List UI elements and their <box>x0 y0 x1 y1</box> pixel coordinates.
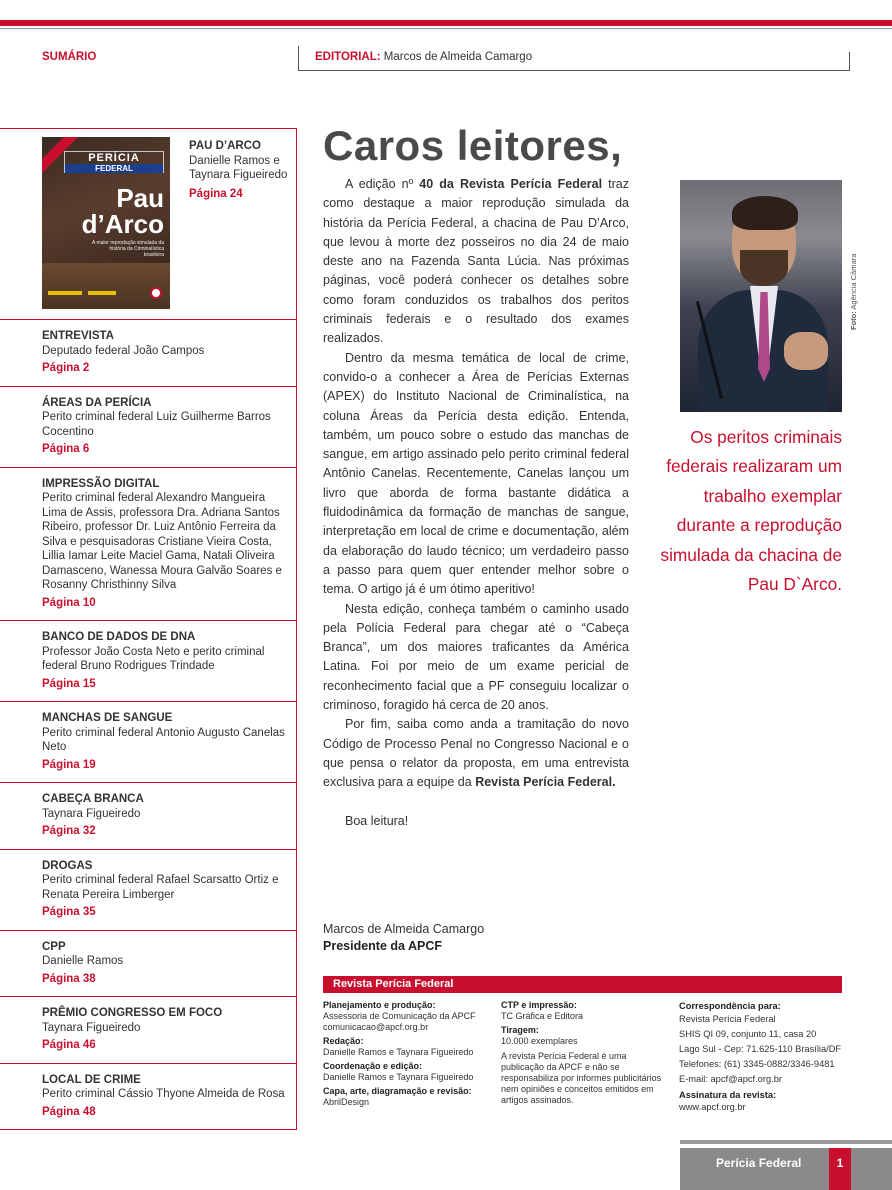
section-label-editorial <box>315 51 532 63</box>
header-divider <box>298 46 299 71</box>
photo-credit: Foto: Agência Câmara <box>849 253 858 330</box>
toc-item-local-de-crime[interactable]: LOCAL DE CRIME Perito criminal Cássio Thyone Almeida de Rosa Página 48 <box>0 1064 297 1131</box>
editorial-author: Marcos de Almeida Camargo <box>383 51 533 63</box>
footer-line <box>680 1140 892 1144</box>
header-right-tick <box>849 52 850 71</box>
magazine-cover-image <box>42 137 170 309</box>
toc-item-impressao-digital[interactable]: IMPRESSÃO DIGITAL Perito criminal federal Alexandro Mangueira Lima de Assis, professora Dra. Adriana Santos Ribeiro, professor Dr. Luiz Antônio Ferreira da Silva e pesquisadoras Cristiane Vieira Costa, Lillia Iamar Leite Maciel Gama, Natali Oliveira Damasceno, Wanessa Moura Galvão Soares e Rosanny Christhinny Silva Página 10 <box>0 468 297 622</box>
article-paragraph: Por fim, saiba como anda a tramitação do novo Código de Processo Penal no Congresso Nacional e o que pensa o relator da proposta, em uma entrevista exclusiva para a equipe da Revista Perícia Federal. <box>323 717 629 790</box>
table-of-contents <box>0 128 297 1130</box>
article-closing: Boa leitura! <box>345 813 409 828</box>
toc-page-link[interactable]: Página 46 <box>42 1039 96 1051</box>
subscription-link[interactable]: www.apcf.org.br <box>679 1102 746 1112</box>
editorial-label: EDITORIAL: <box>315 51 381 63</box>
article-paragraph: Nesta edição, conheça também o caminho usado pela Polícia Federal para chegar até o “Cabeça Branca”, um dos maiores traficantes da América Latina. Foi por meio de um exame pericial de reconhecimento facial que a PF conseguiu localizar o criminoso, foragido há cerca de 20 anos. <box>323 601 629 713</box>
cover-story-info <box>189 139 289 201</box>
cover-seal-icon <box>150 287 162 299</box>
cover-headline-1: Pau <box>116 183 164 213</box>
article-body <box>323 175 629 831</box>
author-photo <box>680 180 842 412</box>
toc-item-manchas-de-sangue[interactable]: MANCHAS DE SANGUE Perito criminal federal Antonio Augusto Canelas Neto Página 19 <box>0 702 297 783</box>
toc-page-link[interactable]: Página 15 <box>42 677 96 690</box>
cover-strip-1 <box>48 291 82 295</box>
toc-cover-story[interactable] <box>0 128 297 320</box>
toc-page-link[interactable]: Página 35 <box>42 906 96 918</box>
toc-item-cpp[interactable]: CPP Danielle Ramos Página 38 <box>0 931 297 998</box>
staff-column-3: Correspondência para: Revista Perícia Federal SHIS QI 09, conjunto 11, casa 20 Lago Sul - Cep: 71.625-110 Brasília/DF Telefones: (61) 3345-0882/3346-9481 E-mail: apcf@apcf.org.br Assinatura da revista: www.apcf.org.br <box>679 1000 849 1113</box>
toc-page-link[interactable]: Página 32 <box>42 825 96 837</box>
toc-page-link[interactable]: Página 6 <box>42 443 90 455</box>
staff-column-1: Planejamento e produção: Assessoria de Comunicação da APCF comunicacao@apcf.org.br Redação: Danielle Ramos e Taynara Figueiredo Coordenação e edição: Danielle Ramos e Taynara Figueiredo Capa, arte, diagramação e revisão: AbrilDesign <box>323 1000 476 1107</box>
cover-story-authors: Danielle Ramos e Taynara Figueiredo <box>189 154 288 181</box>
toc-page-link[interactable]: Página 19 <box>42 758 96 771</box>
cover-ground <box>42 263 170 309</box>
toc-item-drogas[interactable]: DROGAS Perito criminal federal Rafael Scarsatto Ortiz e Renata Pereira Limberger Página 35 <box>0 850 297 931</box>
toc-item-cabeca-branca[interactable]: CABEÇA BRANCA Taynara Figueiredo Página 32 <box>0 783 297 850</box>
toc-item-areas-da-pericia[interactable]: ÁREAS DA PERÍCIA Perito criminal federal Luiz Guilherme Barros Cocentino Página 6 <box>0 387 297 468</box>
toc-page-link[interactable]: Página 10 <box>42 596 96 609</box>
section-label-sumario: SUMÁRIO <box>42 51 97 63</box>
signature-role: Presidente da APCF <box>323 939 443 953</box>
toc-page-link[interactable]: Página 2 <box>42 362 90 374</box>
cover-subtitle: A maior reprodução simulada da história da Criminalística brasileira <box>92 240 164 258</box>
signature <box>323 921 484 955</box>
toc-item-banco-de-dados-de-dna[interactable]: BANCO DE DADOS DE DNA Professor João Costa Neto e perito criminal federal Bruno Rodrigues Trindade Página 15 <box>0 621 297 702</box>
page-number: 1 <box>829 1148 851 1190</box>
article-paragraph: A edição nº 40 da Revista Perícia Federal traz como destaque a maior reprodução simulada da história da Perícia Federal, a chacina de Pau D’Arco, que levou à morte dez posseiros no dia 24 de maio deste ano na Fazenda Santa Lúcia. Nas próximas páginas, você poderá conhecer os detalhes sobre como foram conduzidos os trabalhos dos peritos criminais federais e o resultado dos exames realizados. <box>323 177 630 346</box>
signature-name: Marcos de Almeida Camargo <box>323 922 485 936</box>
pull-quote: Os peritos criminais federais realizaram um trabalho exemplar durante a reprodução simulada da chacina de Pau D`Arco. <box>660 427 842 595</box>
top-red-bar <box>0 20 892 26</box>
toc-item-premio-congresso-em-foco[interactable]: PRÊMIO CONGRESSO EM FOCO Taynara Figueiredo Página 46 <box>0 997 297 1064</box>
header-underline <box>298 70 850 71</box>
top-gray-line <box>0 28 892 29</box>
cover-story-page[interactable]: Página 24 <box>189 187 243 200</box>
toc-item-entrevista[interactable]: ENTREVISTA Deputado federal João Campos Página 2 <box>0 320 297 387</box>
cover-headline-2: d’Arco <box>81 209 164 239</box>
article-paragraph: Dentro da mesma temática de local de crime, convido-o a conhecer a Área de Perícias Externas (APEX) do Instituto Nacional de Criminalística, na coluna Áreas da Perícia desta edição. Entenda, também, um pouco sobre o estudo das manchas de sangue, em artigo assinado pelo perito criminal federal Antônio Canelas. Recentemente, Canelas lançou um livro que aborda de forma bastante didática a fluidodinâmica da formação de manchas de sangue, interpretação em local de crime e documentação, além da elaboração do laudo técnico; um verdadeiro passo a passo para quem quer entender melhor sobre o tema. O artigo já é um ótimo aperitivo! <box>323 350 629 597</box>
contact-email[interactable]: E-mail: apcf@apcf.org.br <box>679 1074 782 1084</box>
cover-strip-2 <box>88 291 116 295</box>
staff-column-2: CTP e impressão: TC Gráfica e Editora Tiragem: 10.000 exemplares A revista Perícia Federal é uma publicação da APCF e não se responsabiliza por informes publicitários nem opiniões e conceitos emitidos em artigos assinados. <box>501 1000 662 1105</box>
cover-story-title: PAU D’ARCO <box>189 140 261 152</box>
footer-magazine-name: Perícia Federal <box>716 1156 802 1170</box>
cover-logo: PERÍCIA FEDERAL <box>64 151 164 173</box>
toc-page-link[interactable]: Página 48 <box>42 1105 96 1118</box>
article-title: Caros leitores, <box>323 122 623 169</box>
staff-box-title: Revista Perícia Federal <box>323 976 842 993</box>
toc-page-link[interactable]: Página 38 <box>42 972 96 985</box>
